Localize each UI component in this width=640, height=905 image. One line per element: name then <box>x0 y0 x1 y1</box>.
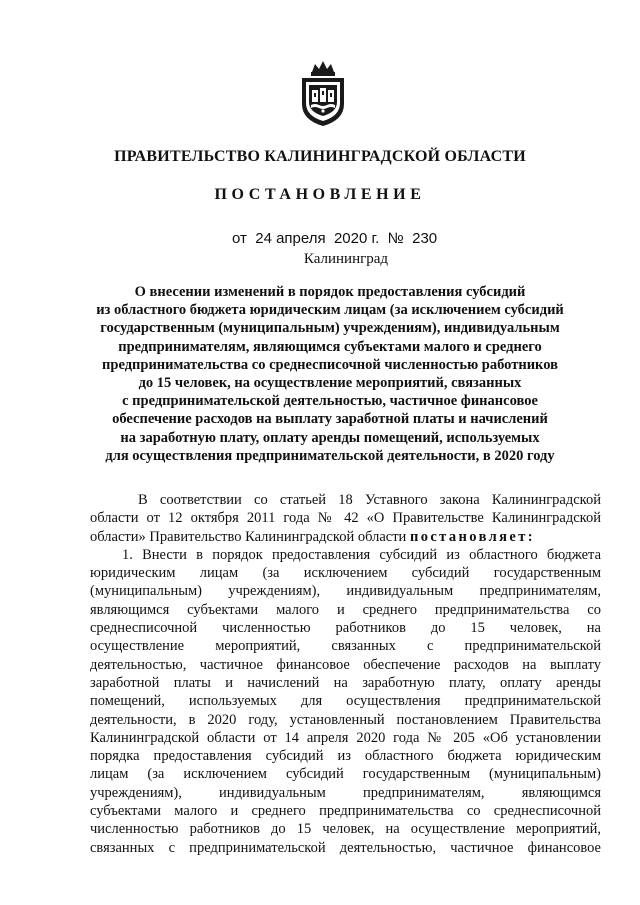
subject-line: предпринимателям, являющимся субъектами малого и среднего <box>118 338 542 355</box>
body-line: являющимся субъектами малого и среднего предпринимательства со <box>90 601 601 618</box>
date-line <box>232 230 437 247</box>
body-line: учреждениям), индивидуальным предпринимателям, являющимся <box>90 784 601 801</box>
body-line: деятельностью, частичное финансовое обеспечение расходов на выплату <box>90 656 601 673</box>
body-line: 1. Внести в порядок предоставления субсидий из областного бюджета <box>122 546 601 563</box>
decree-word: постановляет: <box>409 528 535 545</box>
body-line: В соответствии со статьей 18 Уставного закона Калининградской <box>138 492 601 508</box>
body-line-text: области» Правительство Калининградской области <box>90 528 407 545</box>
body-line: области от 12 октября 2011 года № 42 «О Правительстве Калининградской <box>90 510 601 527</box>
body-line: связанных с предпринимательской деятельностью, частичное финансовое <box>90 839 601 856</box>
subject-line: до 15 человек, на осуществление мероприятий, связанных <box>138 375 522 392</box>
document-body <box>90 491 601 857</box>
body-line: осуществление мероприятий, связанных с предпринимательской <box>90 638 601 655</box>
body-line <box>90 528 601 546</box>
subject-line: из областного бюджета юридическим лицам (за исключением субсидий <box>96 302 564 319</box>
body-line: субъектами малого и среднего предпринимательства со среднесписочной <box>90 803 601 820</box>
date-value: 24 апреля <box>255 230 326 247</box>
government-title: ПРАВИТЕЛЬСТВО КАЛИНИНГРАДСКОЙ ОБЛАСТИ <box>114 148 526 165</box>
date-year: 2020 г. <box>333 230 380 247</box>
date-prefix: от <box>232 230 247 247</box>
body-line: численностью работников до 15 человек, на осуществление мероприятий, <box>90 821 601 838</box>
body-line: юридическим лицам (за исключением субсидий государственным <box>90 565 601 582</box>
subject-line: О внесении изменений в порядок предоставления субсидий <box>134 284 526 300</box>
body-line: помещений, используемых для осуществления предпринимательской <box>90 693 601 710</box>
document-number: 230 <box>412 230 438 247</box>
body-line: лицам (за исключением субсидий государственным (муниципальным) <box>90 766 601 783</box>
subject-line: на заработную плату, оплату аренды помещений, используемых <box>120 429 540 446</box>
city: Калининград <box>303 251 389 267</box>
body-line: Калининградской области от 14 апреля 2020 года № 205 «Об установлении <box>90 729 601 746</box>
body-line: порядка предоставления субсидий из областного бюджета юридическим <box>90 748 601 765</box>
body-line: среднесписочной численностью работников до 15 человек, на <box>90 620 601 637</box>
body-line: деятельности, в 2020 году, установленный постановлением Правительства <box>90 711 601 728</box>
coat-of-arms-icon <box>298 58 348 128</box>
document-type: ПОСТАНОВЛЕНИЕ <box>214 186 426 203</box>
body-line: заработной платы и начислений на заработную плату, оплату аренды <box>90 674 601 691</box>
number-sign: № <box>387 230 404 247</box>
subject-line: предпринимательства со среднесписочной численностью работников <box>102 356 558 373</box>
body-line: (муниципальным) учреждениям), индивидуальным предпринимателям, <box>90 583 601 600</box>
subject-line: государственным (муниципальным) учреждениям), индивидуальным <box>100 320 560 337</box>
subject-line: для осуществления предпринимательской деятельности, в 2020 году <box>105 447 555 464</box>
subject-line: обеспечение расходов на выплату заработной платы и начислений <box>112 411 548 428</box>
document-subject <box>60 283 600 465</box>
subject-line: с предпринимательской деятельностью, частичное финансовое <box>122 393 538 410</box>
